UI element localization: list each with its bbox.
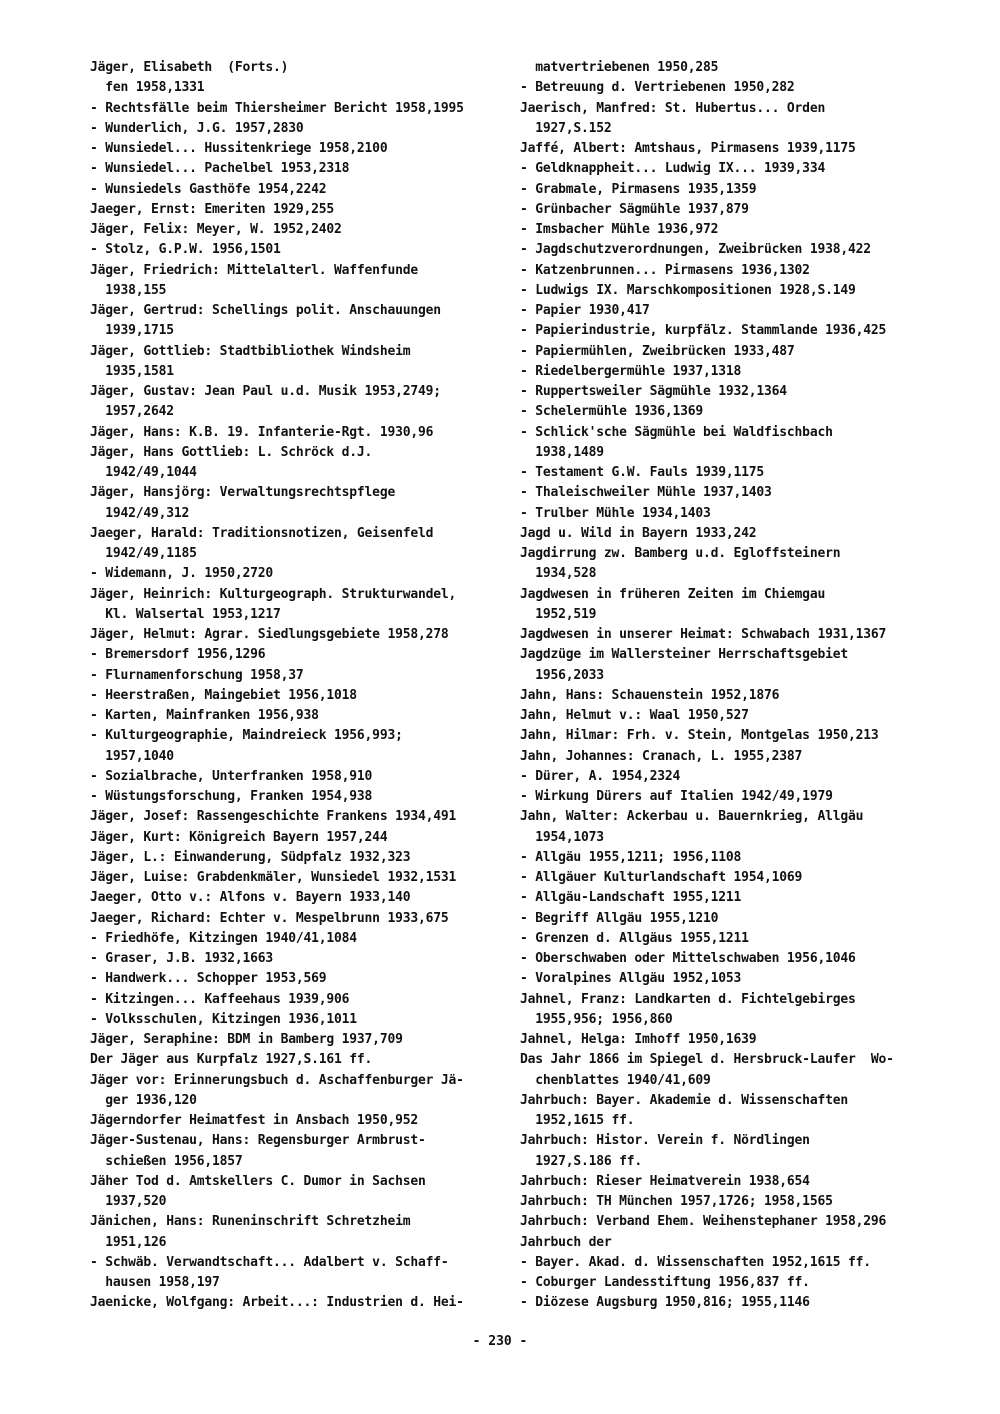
index-entry-line: 1956,2033 xyxy=(520,667,604,683)
index-entry-line: Jäger, Seraphine: BDM in Bamberg 1937,709 xyxy=(90,1032,403,1047)
index-entry-line: - Voralpines Allgäu 1952,1053 xyxy=(520,971,742,987)
index-entry-line: - Rechtsfälle beim Thiersheimer Bericht 1958,1995 xyxy=(90,100,464,116)
page-number: - 230 - xyxy=(472,1334,528,1349)
index-entry-line: - Grenzen d. Allgäus 1955,1211 xyxy=(520,930,749,946)
index-entry-line: Jahnel, Franz: Landkarten d. Fichtelgebirges xyxy=(520,991,856,1007)
index-entry-line: Jänichen, Hans: Runeninschrift Schretzheim xyxy=(90,1214,411,1230)
index-entry-line: - Begriff Allgäu 1955,1210 xyxy=(520,910,719,926)
index-entry-line: - Wunsiedels Gasthöfe 1954,2242 xyxy=(90,181,327,197)
index-entry-line: Jäger, Luise: Grabdenkmäler, Wunsiedel 1932,1531 xyxy=(90,870,457,885)
index-entry-line: - Papierindustrie, kurpfälz. Stammlande 1936,425 xyxy=(520,323,887,339)
index-entry-line: Jäger vor: Erinnerungsbuch d. Aschaffenburger Jä- xyxy=(90,1072,464,1088)
index-entry-line: - Riedelbergermühle 1937,1318 xyxy=(520,363,742,379)
index-entry-line: - Betreuung d. Vertriebenen 1950,282 xyxy=(520,80,795,96)
index-entry-line: Jaeger, Otto v.: Alfons v. Bayern 1933,140 xyxy=(90,890,411,906)
index-entry-line: Jäger, Gertrud: Schellings polit. Anschauungen xyxy=(90,303,441,318)
index-entry-line: 1957,1040 xyxy=(90,748,174,764)
index-entry-line: Jagd u. Wild in Bayern 1933,242 xyxy=(520,525,757,541)
index-entry-line: - Allgäu-Landschaft 1955,1211 xyxy=(520,890,742,906)
index-entry-line: - Schwäb. Verwandtschaft... Adalbert v. Schaff- xyxy=(90,1254,449,1270)
index-entry-line: Jäger, Felix: Meyer, W. 1952,2402 xyxy=(90,222,342,237)
index-entry-line: 1927,S.186 ff. xyxy=(520,1153,643,1169)
index-entry-line: - Geldknappheit... Ludwig IX... 1939,334 xyxy=(520,161,826,177)
index-entry-line: Jahrbuch: Verband Ehem. Weihenstephaner 1958,296 xyxy=(520,1214,887,1230)
index-entry-line: Der Jäger aus Kurpfalz 1927,S.161 ff. xyxy=(90,1052,373,1068)
index-entry-line: - Allgäuer Kulturlandschaft 1954,1069 xyxy=(520,870,803,885)
index-entry-line: Jägerndorfer Heimatfest in Ansbach 1950,952 xyxy=(90,1113,418,1128)
index-entry-line: - Grünbacher Sägmühle 1937,879 xyxy=(520,201,749,217)
index-entry-line: fen 1958,1331 xyxy=(90,80,205,96)
left-column xyxy=(90,58,510,1314)
index-entry-line: Jaeger, Richard: Echter v. Mespelbrunn 1933,675 xyxy=(90,910,449,926)
index-entry-line: - Volksschulen, Kitzingen 1936,1011 xyxy=(90,1011,357,1027)
index-entry-line: Jäger, Josef: Rassengeschichte Frankens 1934,491 xyxy=(90,809,457,825)
index-entry-line: - Diözese Augsburg 1950,816; 1955,1146 xyxy=(520,1295,810,1311)
index-entry-line: Kl. Walsertal 1953,1217 xyxy=(90,606,281,622)
index-entry-line: Jahn, Hilmar: Frh. v. Stein, Montgelas 1950,213 xyxy=(520,728,879,744)
index-entry-line: - Handwerk... Schopper 1953,569 xyxy=(90,971,327,987)
index-entry-line: - Papiermühlen, Zweibrücken 1933,487 xyxy=(520,343,795,359)
index-entry-line: - Ludwigs IX. Marschkompositionen 1928,S.149 xyxy=(520,282,856,298)
index-entry-line: Jäger, Gottlieb: Stadtbibliothek Windsheim xyxy=(90,343,411,359)
index-entry-line: 1957,2642 xyxy=(90,404,174,420)
index-entry-line: - Graser, J.B. 1932,1663 xyxy=(90,951,274,966)
index-entry-line: Jahrbuch: Bayer. Akademie d. Wissenschaften xyxy=(520,1092,848,1108)
index-entry-line: Jäher Tod d. Amtskellers C. Dumor in Sachsen xyxy=(90,1173,426,1189)
index-entry-line: Jahn, Johannes: Cranach, L. 1955,2387 xyxy=(520,748,803,764)
index-entry-line: 1955,956; 1956,860 xyxy=(520,1011,673,1027)
index-entry-line: - Papier 1930,417 xyxy=(520,303,650,318)
index-entry-line: - Kitzingen... Kaffeehaus 1939,906 xyxy=(90,991,350,1007)
index-entry-line: Jäger, Hansjörg: Verwaltungsrechtspflege xyxy=(90,485,396,501)
index-entry-line: ger 1936,120 xyxy=(90,1092,197,1108)
index-entry-line: - Heerstraßen, Maingebiet 1956,1018 xyxy=(90,687,357,703)
index-entry-line: Jagdwesen in unserer Heimat: Schwabach 1931,1367 xyxy=(520,627,887,642)
index-entry-line: - Wunsiedel... Pachelbel 1953,2318 xyxy=(90,161,350,177)
index-entry-line: - Wirkung Dürers auf Italien 1942/49,1979 xyxy=(520,789,833,804)
index-entry-line: 1942/49,1044 xyxy=(90,465,197,480)
index-entry-line: 1927,S.152 xyxy=(520,120,612,136)
index-entry-line: Jahrbuch: Rieser Heimatverein 1938,654 xyxy=(520,1173,810,1189)
index-entry-line: 1935,1581 xyxy=(90,363,174,379)
index-entry-line: Jäger, Helmut: Agrar. Siedlungsgebiete 1958,278 xyxy=(90,627,449,642)
index-entry-line: Jahn, Walter: Ackerbau u. Bauernkrieg, Allgäu xyxy=(520,809,864,825)
index-entry-line: - Bremersdorf 1956,1296 xyxy=(90,647,266,663)
index-entry-line: - Allgäu 1955,1211; 1956,1108 xyxy=(520,849,742,865)
index-entry-line: 1938,1489 xyxy=(520,444,604,460)
index-entry-line: Jäger, Gustav: Jean Paul u.d. Musik 1953,2749; xyxy=(90,384,441,399)
index-entry-line: - Wunderlich, J.G. 1957,2830 xyxy=(90,120,304,136)
right-column xyxy=(520,58,920,1314)
index-entry-line: 1951,126 xyxy=(90,1234,167,1250)
index-entry-line: - Ruppertsweiler Sägmühle 1932,1364 xyxy=(520,384,787,399)
index-entry-line: Jahrbuch der xyxy=(520,1234,612,1250)
index-entry-line: 1942/49,1185 xyxy=(90,546,197,561)
index-entry-line: Jäger, L.: Einwanderung, Südpfalz 1932,323 xyxy=(90,849,411,865)
index-entry-line: Jäger, Heinrich: Kulturgeograph. Strukturwandel, xyxy=(90,586,457,602)
index-entry-line: Jagdirrung zw. Bamberg u.d. Egloffsteinern xyxy=(520,546,841,561)
index-entry-line: Jahnel, Helga: Imhoff 1950,1639 xyxy=(520,1032,757,1047)
index-entry-line: - Oberschwaben oder Mittelschwaben 1956,1046 xyxy=(520,951,856,966)
index-entry-line: - Dürer, A. 1954,2324 xyxy=(520,768,681,784)
index-entry-line: Jäger, Kurt: Königreich Bayern 1957,244 xyxy=(90,829,388,845)
index-entry-line: - Stolz, G.P.W. 1956,1501 xyxy=(90,242,281,258)
index-entry-line: - Thaleischweiler Mühle 1937,1403 xyxy=(520,485,772,501)
index-entry-line: - Schelermühle 1936,1369 xyxy=(520,404,704,420)
index-entry-line: Jaerisch, Manfred: St. Hubertus... Orden xyxy=(520,100,826,116)
index-entry-line: Jäger, Elisabeth (Forts.) xyxy=(90,60,289,75)
index-entry-line: matvertriebenen 1950,285 xyxy=(520,60,719,75)
index-entry-line: Jahn, Hans: Schauenstein 1952,1876 xyxy=(520,687,780,703)
index-entry-line: hausen 1958,197 xyxy=(90,1275,220,1290)
index-entry-line: - Wunsiedel... Hussitenkriege 1958,2100 xyxy=(90,141,388,156)
index-entry-line: - Trulber Mühle 1934,1403 xyxy=(520,505,711,521)
index-entry-line: - Friedhöfe, Kitzingen 1940/41,1084 xyxy=(90,930,357,946)
index-entry-line: - Grabmale, Pirmasens 1935,1359 xyxy=(520,181,757,197)
index-entry-line: 1934,528 xyxy=(520,566,597,582)
index-entry-line: Jahn, Helmut v.: Waal 1950,527 xyxy=(520,708,749,723)
index-entry-line: chenblattes 1940/41,609 xyxy=(520,1072,711,1088)
index-entry-line: - Schlick'sche Sägmühle bei Waldfischbach xyxy=(520,424,833,440)
index-entry-line: 1954,1073 xyxy=(520,829,604,845)
index-entry-line: Jäger, Hans Gottlieb: L. Schröck d.J. xyxy=(90,444,373,460)
index-entry-line: Jäger-Sustenau, Hans: Regensburger Armbrust- xyxy=(90,1133,426,1149)
index-entry-line: Jahrbuch: Histor. Verein f. Nördlingen xyxy=(520,1133,810,1149)
index-entry-line: - Testament G.W. Fauls 1939,1175 xyxy=(520,465,765,480)
index-entry-line: - Imsbacher Mühle 1936,972 xyxy=(520,222,719,237)
index-entry-line: 1939,1715 xyxy=(90,323,174,339)
index-entry-line: - Kulturgeographie, Maindreieck 1956,993; xyxy=(90,728,403,744)
index-entry-line: - Bayer. Akad. d. Wissenschaften 1952,1615 ff. xyxy=(520,1254,871,1270)
index-entry-line: - Jagdschutzverordnungen, Zweibrücken 1938,422 xyxy=(520,242,871,258)
index-entry-line: - Coburger Landesstiftung 1956,837 ff. xyxy=(520,1275,810,1290)
index-entry-line: - Katzenbrunnen... Pirmasens 1936,1302 xyxy=(520,262,810,278)
index-entry-line: 1937,520 xyxy=(90,1194,167,1209)
index-entry-line: Jaeger, Harald: Traditionsnotizen, Geisenfeld xyxy=(90,525,434,541)
index-entry-line: - Wüstungsforschung, Franken 1954,938 xyxy=(90,789,373,804)
index-entry-line: - Widemann, J. 1950,2720 xyxy=(90,566,274,582)
index-entry-line: Jaeger, Ernst: Emeriten 1929,255 xyxy=(90,201,335,217)
index-entry-line: 1952,1615 ff. xyxy=(520,1113,635,1128)
index-entry-line: Jaenicke, Wolfgang: Arbeit...: Industrien d. Hei- xyxy=(90,1295,464,1311)
index-entry-line: 1952,519 xyxy=(520,606,597,622)
index-entry-line: 1942/49,312 xyxy=(90,505,190,521)
index-entry-line: - Sozialbrache, Unterfranken 1958,910 xyxy=(90,768,373,784)
index-entry-line: Jagdzüge im Wallersteiner Herrschaftsgebiet xyxy=(520,647,848,663)
index-entry-line: 1938,155 xyxy=(90,282,167,298)
index-entry-line: schießen 1956,1857 xyxy=(90,1153,243,1169)
index-entry-line: Jäger, Hans: K.B. 19. Infanterie-Rgt. 1930,96 xyxy=(90,424,434,440)
index-entry-line: Jaffé, Albert: Amtshaus, Pirmasens 1939,1175 xyxy=(520,141,856,156)
index-entry-line: Jahrbuch: TH München 1957,1726; 1958,1565 xyxy=(520,1194,833,1209)
index-entry-line: Das Jahr 1866 im Spiegel d. Hersbruck-Laufer Wo- xyxy=(520,1052,894,1068)
index-entry-line: - Karten, Mainfranken 1956,938 xyxy=(90,708,319,723)
index-entry-line: - Flurnamenforschung 1958,37 xyxy=(90,667,304,683)
index-entry-line: Jagdwesen in früheren Zeiten im Chiemgau xyxy=(520,586,826,602)
index-entry-line: Jäger, Friedrich: Mittelalterl. Waffenfunde xyxy=(90,262,418,278)
